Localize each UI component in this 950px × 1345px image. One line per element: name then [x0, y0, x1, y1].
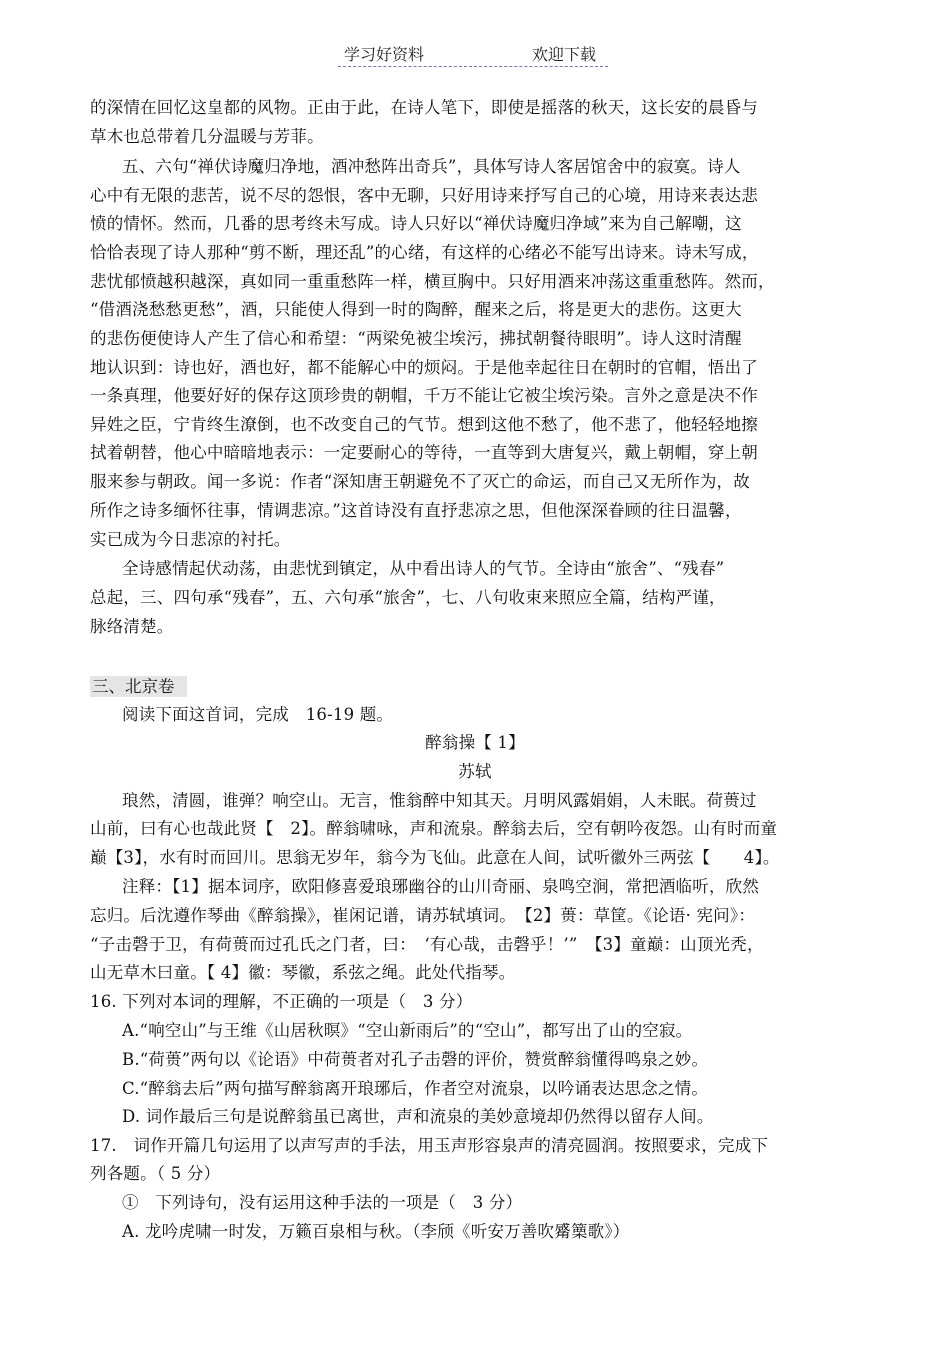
question-16-option-d: D. 词作最后三句是说醉翁虽已离世，声和流泉的美妙意境却仍然得以留存人间。: [122, 1107, 714, 1126]
paragraph-line: 所作之诗多缅怀往事，情调悲凉。”这首诗没有直抒悲凉之思，但他深深眷顾的往日温馨，: [90, 501, 742, 520]
paragraph-line: 全诗感情起伏动荡，由悲忧到镇定，从中看出诗人的气节。全诗由“旅舍”、“残春”: [122, 559, 725, 578]
paragraph-line: 五、六句“禅伏诗魔归净地，酒冲愁阵出奇兵”，具体写诗人客居馆舍中的寂寞。诗人: [122, 157, 741, 176]
poem-line: 巅【3】，水有时而回川。思翁无岁年，翁今为飞仙。此意在人间，试听徽外三两弦【 4】。: [90, 848, 780, 867]
paragraph-line: 的悲伤便使诗人产生了信心和希望：“两梁免被尘埃污，拂拭朝餐待眼明”。诗人这时清醒: [90, 329, 742, 348]
paragraph-line: 异姓之臣，宁肯终生潦倒，也不改变自己的气节。想到这他不愁了，他不悲了，他轻轻地擦: [90, 415, 758, 434]
poem-line: 山前，曰有心也哉此贤【 2】。醉翁啸咏，声和流泉。醉翁去后，空有朝吟夜怨。山有时而童: [90, 819, 778, 838]
paragraph-line: “借酒浇愁愁更愁”，酒，只能使人得到一时的陶醉，醒来之后，将是更大的悲伤。这更大: [90, 300, 742, 319]
paragraph-line: 地认识到：诗也好，酒也好，都不能解心中的烦闷。于是他幸起往日在朝时的官帽，悟出了: [90, 358, 758, 377]
paragraph-line: 实已成为今日悲凉的衬托。: [90, 530, 291, 549]
page-header: [338, 42, 608, 67]
question-17-stem: 17. 词作开篇几句运用了以声写声的手法，用玉声形容泉声的清亮圆润。按照要求，完成下: [90, 1136, 769, 1155]
section-heading: 三、北京卷: [90, 676, 187, 697]
question-17-sub1-option-a: A. 龙吟虎啸一时发，万籁百泉相与秋。（李颀《听安万善吹觱篥歌》）: [122, 1222, 630, 1241]
paragraph-line: 服来参与朝政。闻一多说：作者“深知唐王朝避免不了灭亡的命运，而自己又无所作为，故: [90, 472, 750, 491]
header-right-text: 欢迎下载: [532, 45, 597, 64]
paragraph-line: 草木也总带着几分温暖与芳菲。: [90, 127, 324, 146]
header-left-text: 学习好资料: [344, 45, 425, 64]
poem-line: 琅然，清圆，谁弹？响空山。无言，惟翁醉中知其天。月明风露娟娟，人未眠。荷蒉过: [122, 791, 757, 810]
question-16-option-a: A.“响空山”与王维《山居秋暝》“空山新雨后”的“空山”，都写出了山的空寂。: [122, 1021, 693, 1040]
paragraph-line: 脉络清楚。: [90, 617, 174, 636]
paragraph-line: 心中有无限的悲苦，说不尽的怨恨，客中无聊，只好用诗来抒写自己的心境，用诗来表达悲: [90, 186, 758, 205]
note-line: 山无草木曰童。【 4】徽：琴徽，系弦之绳。此处代指琴。: [90, 963, 516, 982]
poem-title: 醉翁操【 1】: [425, 733, 525, 752]
question-17-stem: 列各题。（ 5 分）: [90, 1164, 221, 1183]
question-16-option-c: C.“醉翁去后”两句描写醉翁离开琅琊后，作者空对流泉，以吟诵表达思念之情。: [122, 1079, 709, 1098]
note-line: 忘归。后沈遵作琴曲《醉翁操》，崔闲记谱，请苏轼填词。 【2】蒉：草筐。《论语· 宪问》：: [90, 906, 756, 925]
question-16-stem: 16. 下列对本词的理解，不正确的一项是（ 3 分）: [90, 992, 473, 1011]
paragraph-line: 的深情在回忆这皇都的风物。正由于此，在诗人笔下，即使是摇落的秋天，这长安的晨昏与: [90, 98, 758, 117]
paragraph-line: 悲忧郁愤越积越深，真如同一重重愁阵一样，横亘胸中。只好用酒来冲荡这重重愁阵。然而，: [90, 272, 775, 291]
question-16-option-b: B.“荷蒉”两句以《论语》中荷蒉者对孔子击磬的评价，赞赏醉翁懂得鸣泉之妙。: [122, 1050, 709, 1069]
paragraph-line: 恰恰表现了诗人那种“剪不断，理还乱”的心绪，有这样的心绪必不能写出诗来。诗未写成，: [90, 243, 759, 262]
note-line: “子击磬于卫，有荷蒉而过孔氏之门者，曰： ‘有心哉，击磬乎！’” 【3】童巅：山顶光秃，: [90, 935, 764, 954]
poem-author: 苏轼: [458, 762, 492, 781]
paragraph-line: 愤的情怀。然而，几番的思考终未写成。诗人只好以“禅伏诗魔归净域”来为自己解嘲，这: [90, 214, 742, 233]
paragraph-line: 一条真理，他要好好的保存这顶珍贵的朝帽，千万不能让它被尘埃污染。言外之意是决不作: [90, 386, 758, 405]
note-line: 注释：【1】据本词序，欧阳修喜爱琅琊幽谷的山川奇丽、泉鸣空涧，常把酒临听，欣然: [122, 877, 760, 896]
instruction-text: 阅读下面这首词，完成 16-19 题。: [122, 705, 394, 724]
question-17-sub1: ① 下列诗句，没有运用这种手法的一项是（ 3 分）: [122, 1193, 523, 1212]
paragraph-line: 总起，三、四句承“残春”，五、六句承“旅舍”，七、八句收束来照应全篇，结构严谨，: [90, 588, 726, 607]
paragraph-line: 拭着朝替，他心中暗暗地表示：一定要耐心的等待，一直等到大唐复兴，戴上朝帽，穿上朝: [90, 443, 758, 462]
